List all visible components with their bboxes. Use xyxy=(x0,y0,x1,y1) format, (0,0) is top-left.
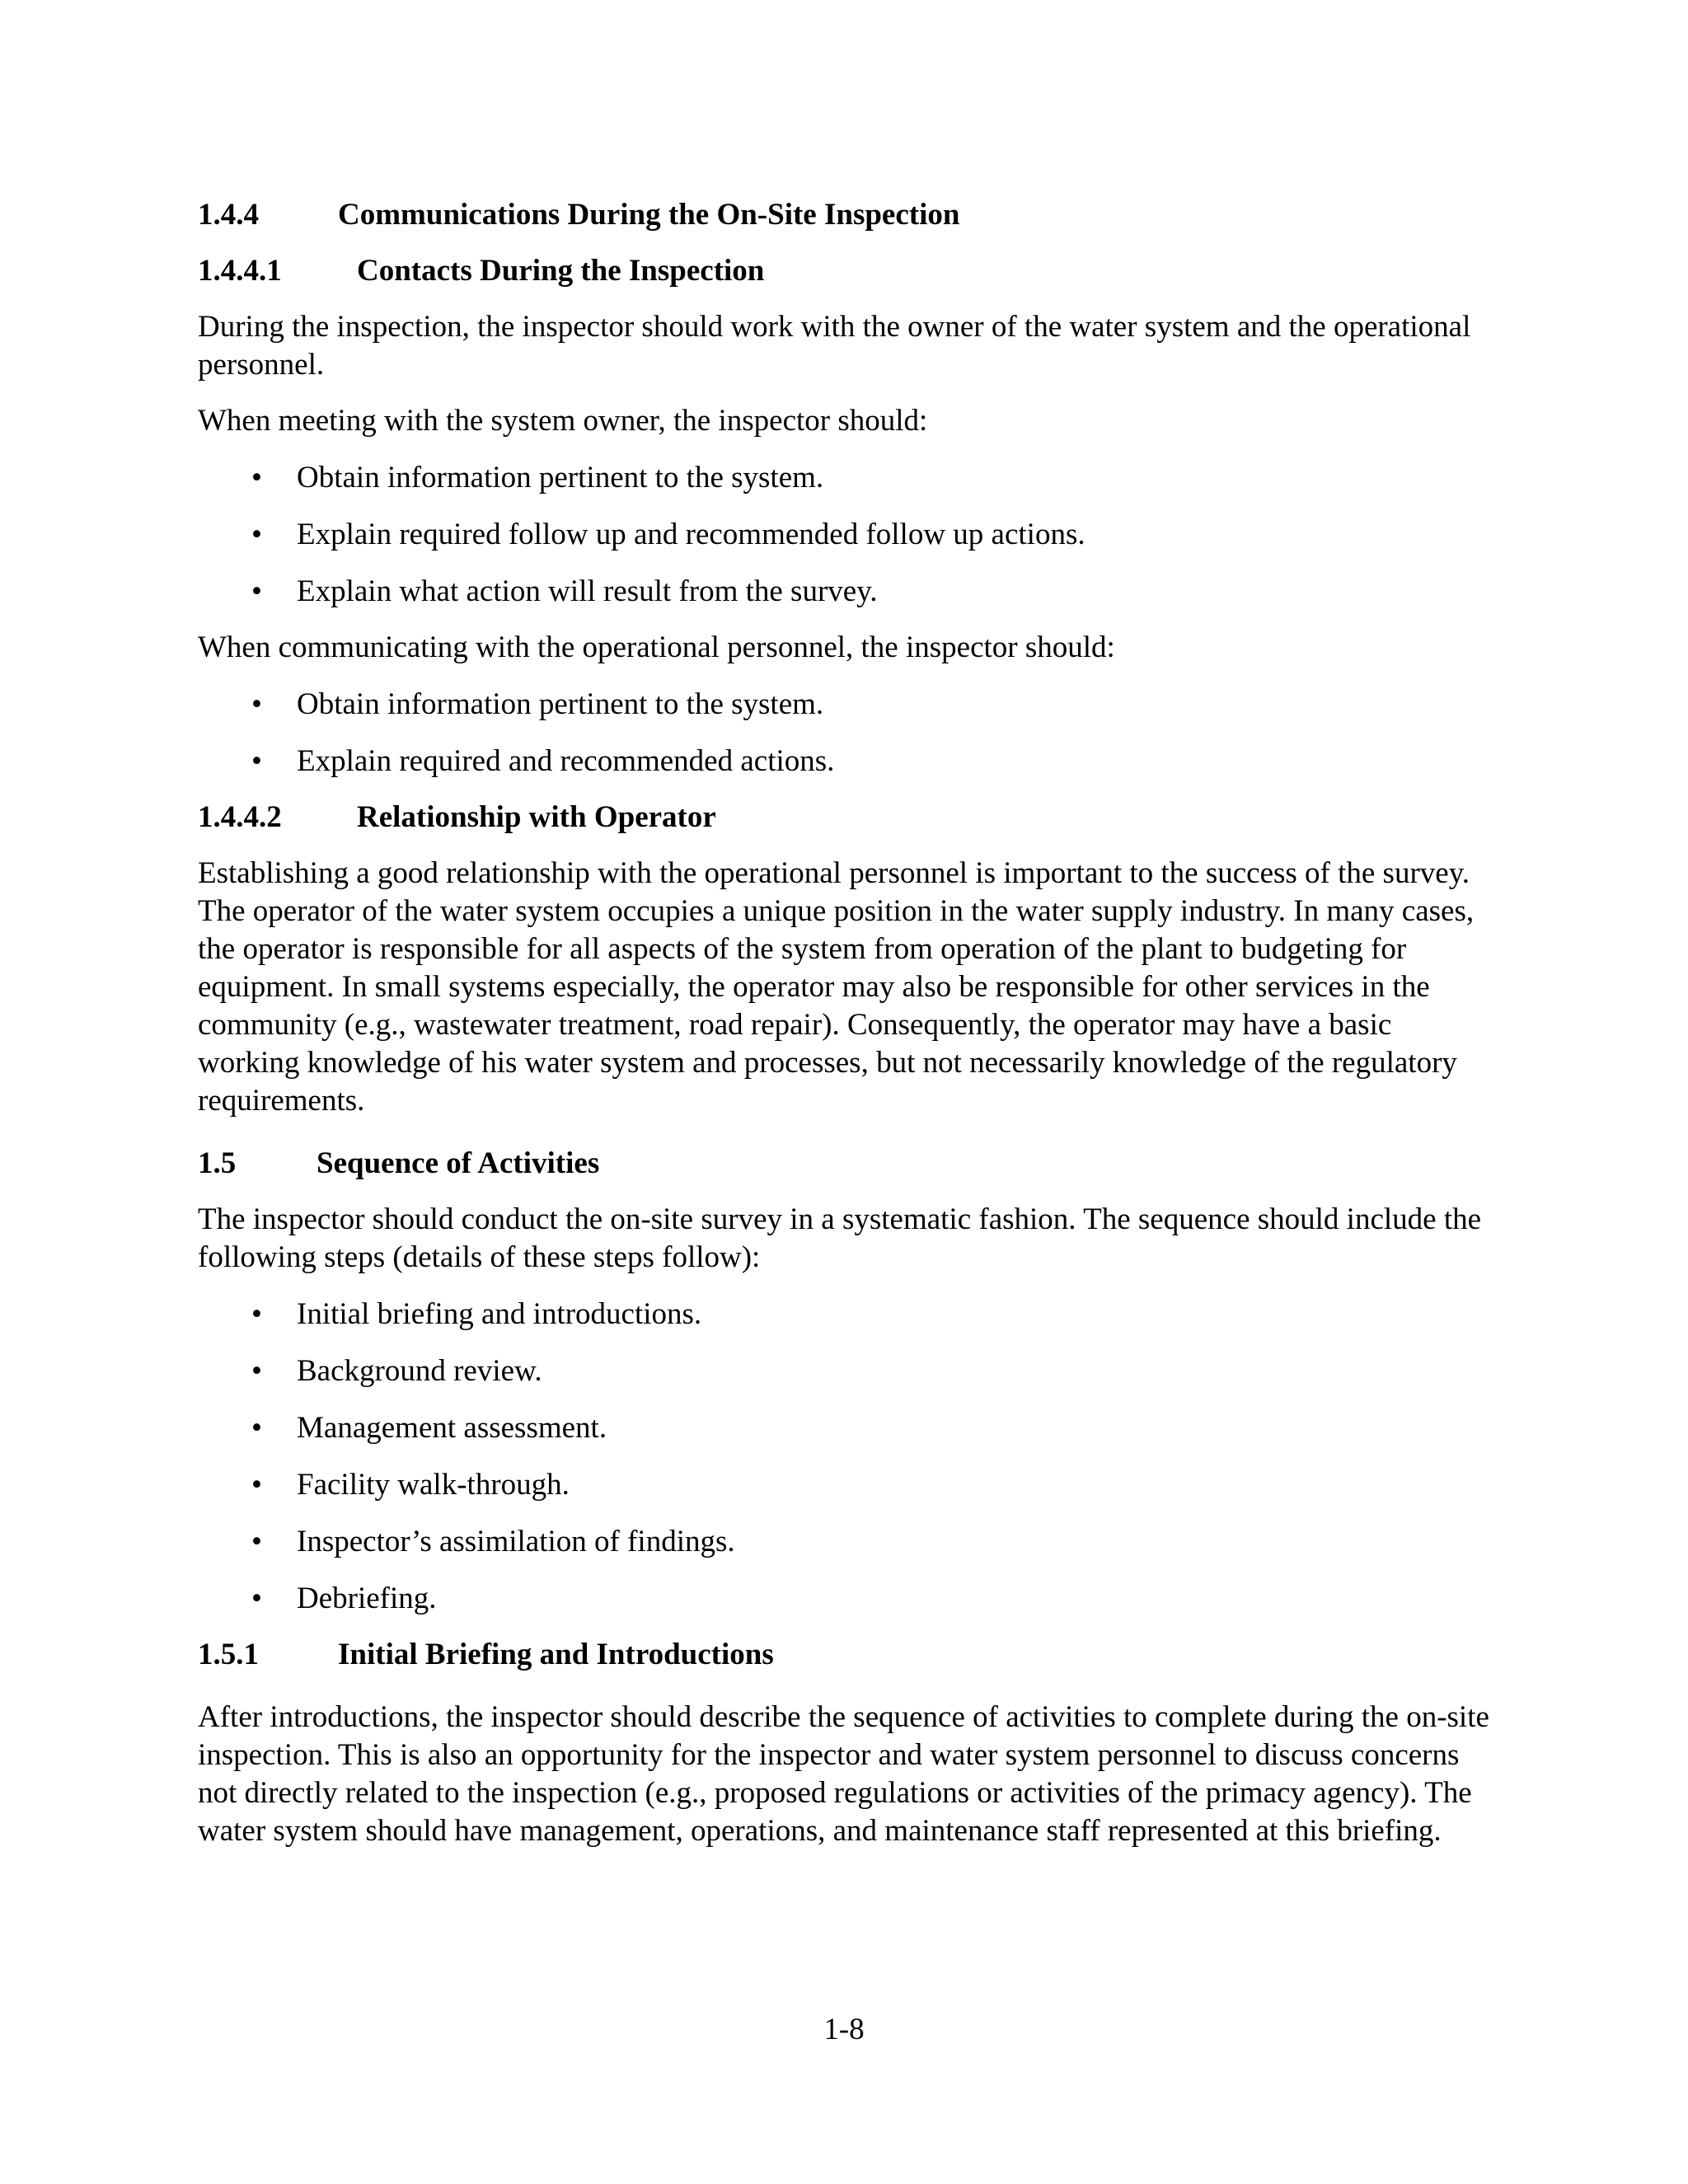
section-number: 1.4.4.2 xyxy=(198,800,282,834)
section-title: Relationship with Operator xyxy=(357,800,716,834)
list-item xyxy=(198,459,1500,497)
list-item xyxy=(198,686,1500,724)
document-page xyxy=(198,196,1500,1850)
bullet-icon: • xyxy=(251,574,262,608)
list-item-text: Obtain information pertinent to the system. xyxy=(297,687,824,721)
list-item-text: Facility walk-through. xyxy=(297,1468,570,1502)
bullet-icon: • xyxy=(251,1354,262,1388)
section-number: 1.4.4.1 xyxy=(198,254,282,288)
section-title: Contacts During the Inspection xyxy=(357,254,765,288)
bullet-icon: • xyxy=(251,518,262,551)
list-item-text: Obtain information pertinent to the system. xyxy=(297,461,824,494)
list-item xyxy=(198,1409,1500,1447)
list-item-text: Debriefing. xyxy=(297,1582,437,1615)
page-number: 1-8 xyxy=(823,2013,865,2046)
list-item xyxy=(198,516,1500,554)
list-item-text: Management assessment. xyxy=(297,1411,607,1445)
bullet-icon: • xyxy=(251,1525,262,1558)
section-number: 1.4.4 xyxy=(198,198,259,232)
paragraph: During the inspection, the inspector should work with the owner of the water system and the operational personnel. xyxy=(198,310,1471,382)
bullet-list-sequence xyxy=(198,1296,1500,1618)
section-title: Initial Briefing and Introductions xyxy=(338,1638,774,1671)
section-heading-1-4-4-2 xyxy=(198,799,1500,837)
section-heading-1-5-1 xyxy=(198,1636,1500,1674)
section-number: 1.5.1 xyxy=(198,1638,259,1671)
paragraph: After introductions, the inspector should describe the sequence of activities to complete during the on-site inspection. This is also an opportunity for the inspector and water system personnel to discuss concerns not directly related to the inspection (e.g., proposed regulations or activities of the primacy agency). The water system should have management, operations, and maintenance staff represented at this briefing. xyxy=(198,1700,1489,1848)
bullet-icon: • xyxy=(251,1297,262,1331)
section-heading-1-4-4-1 xyxy=(198,252,1500,290)
section-heading-1-5 xyxy=(198,1145,1500,1183)
section-title: Communications During the On-Site Inspection xyxy=(338,198,960,232)
bullet-icon: • xyxy=(251,1582,262,1615)
list-item xyxy=(198,743,1500,780)
paragraph: Establishing a good relationship with the operational personnel is important to the success of the survey. The operator of the water system occupies a unique position in the water supply industry. In many cases, the operator is responsible for all aspects of the system from operation of the plant to budgeting for equipment. In small systems especially, the operator may also be responsible for other services in the community (e.g., wastewater treatment, road repair). Consequently, the operator may have a basic working knowledge of his water system and processes, but not necessarily knowledge of the regulatory requirements. xyxy=(198,856,1475,1118)
bullet-icon: • xyxy=(251,461,262,494)
list-item xyxy=(198,1523,1500,1561)
list-item-text: Inspector’s assimilation of findings. xyxy=(297,1525,735,1558)
paragraph: When communicating with the operational personnel, the inspector should: xyxy=(198,630,1115,664)
list-item-text: Explain what action will result from the survey. xyxy=(297,574,878,608)
bullet-list-owner xyxy=(198,459,1500,611)
section-number: 1.5 xyxy=(198,1146,237,1180)
section-heading-1-4-4 xyxy=(198,196,1500,234)
bullet-icon: • xyxy=(251,1411,262,1445)
list-item xyxy=(198,1466,1500,1504)
paragraph: The inspector should conduct the on-site survey in a systematic fashion. The sequence should include the following steps (details of these steps follow): xyxy=(198,1202,1482,1274)
list-item-text: Explain required and recommended actions. xyxy=(297,744,835,778)
bullet-icon: • xyxy=(251,687,262,721)
list-item-text: Initial briefing and introductions. xyxy=(297,1297,702,1331)
list-item xyxy=(198,1296,1500,1333)
list-item xyxy=(198,1352,1500,1390)
list-item xyxy=(198,573,1500,611)
bullet-icon: • xyxy=(251,1468,262,1502)
paragraph: When meeting with the system owner, the inspector should: xyxy=(198,404,928,438)
section-title: Sequence of Activities xyxy=(316,1146,600,1180)
list-item-text: Background review. xyxy=(297,1354,542,1388)
bullet-list-operational xyxy=(198,686,1500,780)
list-item xyxy=(198,1580,1500,1618)
list-item-text: Explain required follow up and recommended follow up actions. xyxy=(297,518,1085,551)
bullet-icon: • xyxy=(251,744,262,778)
